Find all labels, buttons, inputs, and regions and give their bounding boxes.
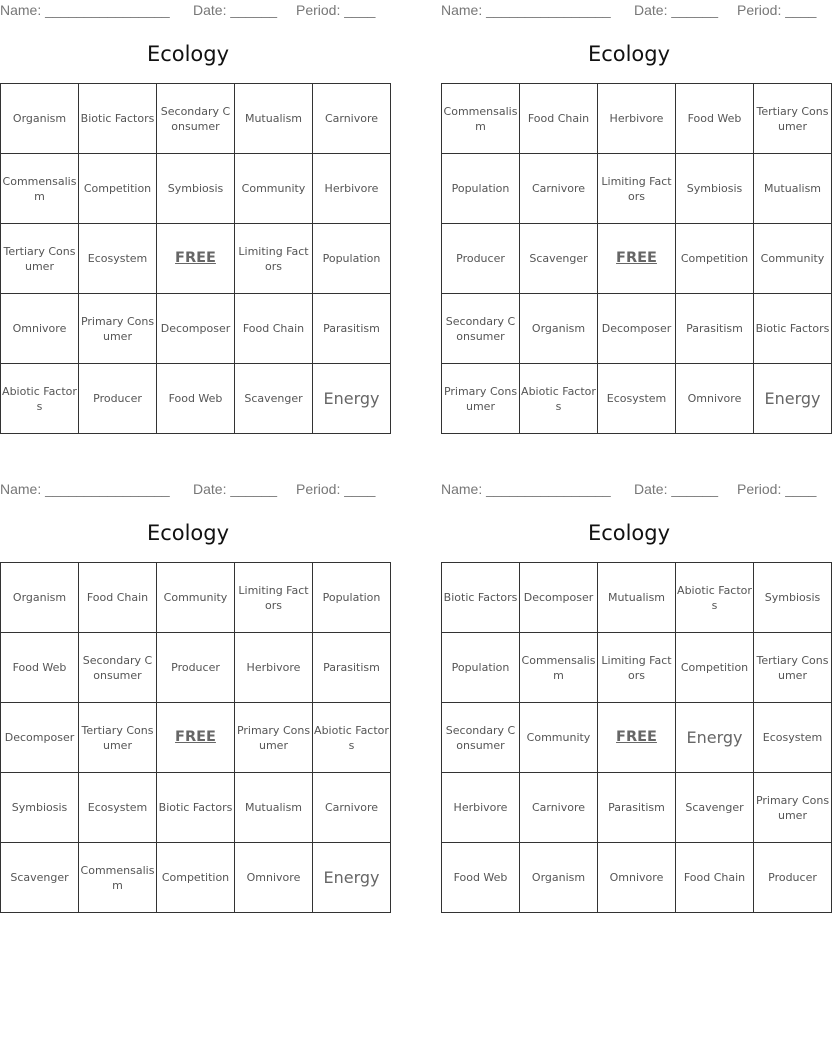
bingo-cell: Herbivore [442, 773, 520, 843]
grid-row [1, 563, 391, 633]
bingo-cell: Biotic Factors [157, 773, 235, 843]
card-title: Ecology [587, 521, 671, 545]
bingo-grid [0, 562, 391, 913]
grid-row [442, 294, 832, 364]
date-field-label: Date: ______ [634, 481, 719, 497]
bingo-cell: Decomposer [157, 294, 235, 364]
bingo-cell: Population [313, 224, 391, 294]
bingo-cell: Abiotic Factors [520, 364, 598, 434]
bingo-cell: Organism [1, 563, 79, 633]
bingo-cell: Competition [676, 633, 754, 703]
bingo-cell: Parasitism [313, 633, 391, 703]
date-field-label: Date: ______ [193, 481, 278, 497]
bingo-cell: Secondary Consumer [442, 703, 520, 773]
bingo-cell: Ecosystem [79, 773, 157, 843]
bingo-cell: Commensalism [79, 843, 157, 913]
grid-row [442, 224, 832, 294]
bingo-cell: Parasitism [598, 773, 676, 843]
bingo-cell: Scavenger [235, 364, 313, 434]
bingo-cell: Secondary Consumer [79, 633, 157, 703]
bingo-cell: Primary Consumer [754, 773, 832, 843]
bingo-cell: Tertiary Consumer [79, 703, 157, 773]
bingo-cell: Limiting Factors [598, 633, 676, 703]
bingo-cell: Food Chain [520, 84, 598, 154]
bingo-cell: Secondary Consumer [157, 84, 235, 154]
bingo-cell: Scavenger [676, 773, 754, 843]
bingo-cell: Biotic Factors [754, 294, 832, 364]
grid-row [1, 773, 391, 843]
bingo-cell: Population [313, 563, 391, 633]
bingo-cell: Omnivore [598, 843, 676, 913]
bingo-cell: Limiting Factors [235, 224, 313, 294]
bingo-cell: Biotic Factors [442, 563, 520, 633]
card-header [441, 2, 817, 20]
bingo-cell: Tertiary Consumer [754, 84, 832, 154]
bingo-cell: Carnivore [520, 154, 598, 224]
bingo-cell: Omnivore [1, 294, 79, 364]
grid-row [1, 294, 391, 364]
bingo-cell: Producer [157, 633, 235, 703]
bingo-cell: Mutualism [754, 154, 832, 224]
bingo-grid [441, 562, 832, 913]
bingo-cell: Community [520, 703, 598, 773]
bingo-card-1 [0, 0, 381, 440]
bingo-cell: Tertiary Consumer [754, 633, 832, 703]
bingo-cell: Producer [79, 364, 157, 434]
period-field-label: Period: ____ [296, 2, 376, 18]
grid-row [442, 703, 832, 773]
bingo-cell: Scavenger [520, 224, 598, 294]
bingo-cell: Competition [157, 843, 235, 913]
bingo-cell: Ecosystem [79, 224, 157, 294]
grid-row [442, 563, 832, 633]
bingo-cell: Primary Consumer [79, 294, 157, 364]
name-field-label: Name: ________________ [441, 2, 611, 18]
bingo-cell: Energy [313, 843, 391, 913]
card-header [0, 481, 376, 499]
bingo-cell: Food Chain [676, 843, 754, 913]
card-header [441, 481, 817, 499]
bingo-cell: Food Web [157, 364, 235, 434]
bingo-cell: Omnivore [676, 364, 754, 434]
bingo-cell: Population [442, 154, 520, 224]
bingo-cell: Competition [676, 224, 754, 294]
bingo-cell: Organism [520, 294, 598, 364]
bingo-cell: Herbivore [235, 633, 313, 703]
bingo-cell: Primary Consumer [442, 364, 520, 434]
bingo-cell: Mutualism [598, 563, 676, 633]
bingo-cell: Secondary Consumer [442, 294, 520, 364]
bingo-grid [0, 83, 391, 434]
bingo-cell: Abiotic Factors [313, 703, 391, 773]
free-space-cell: FREE [598, 703, 676, 773]
period-field-label: Period: ____ [737, 2, 817, 18]
bingo-cell: Food Chain [79, 563, 157, 633]
bingo-cell: Mutualism [235, 84, 313, 154]
bingo-cell: Parasitism [676, 294, 754, 364]
bingo-cell: Community [235, 154, 313, 224]
bingo-cell: Energy [313, 364, 391, 434]
bingo-cell: Biotic Factors [79, 84, 157, 154]
grid-row [442, 773, 832, 843]
grid-row [442, 154, 832, 224]
bingo-cell: Omnivore [235, 843, 313, 913]
bingo-cell: Symbiosis [676, 154, 754, 224]
bingo-cell: Energy [754, 364, 832, 434]
name-field-label: Name: ________________ [0, 481, 170, 497]
bingo-cell: Food Web [1, 633, 79, 703]
bingo-cell: Carnivore [313, 84, 391, 154]
free-space-cell: FREE [157, 703, 235, 773]
period-field-label: Period: ____ [296, 481, 376, 497]
bingo-cell: Competition [79, 154, 157, 224]
bingo-cell: Carnivore [520, 773, 598, 843]
bingo-cell: Decomposer [598, 294, 676, 364]
bingo-cell: Symbiosis [1, 773, 79, 843]
bingo-cell: Scavenger [1, 843, 79, 913]
bingo-cell: Producer [754, 843, 832, 913]
bingo-cell: Food Chain [235, 294, 313, 364]
free-space-cell: FREE [598, 224, 676, 294]
bingo-cell: Limiting Factors [235, 563, 313, 633]
grid-row [1, 154, 391, 224]
bingo-cell: Ecosystem [754, 703, 832, 773]
name-field-label: Name: ________________ [0, 2, 170, 18]
bingo-cell: Carnivore [313, 773, 391, 843]
grid-row [442, 84, 832, 154]
card-title: Ecology [146, 42, 230, 66]
bingo-cell: Parasitism [313, 294, 391, 364]
period-field-label: Period: ____ [737, 481, 817, 497]
bingo-cell: Energy [676, 703, 754, 773]
bingo-cell: Commensalism [520, 633, 598, 703]
free-space-cell: FREE [157, 224, 235, 294]
bingo-card-3 [0, 479, 389, 919]
grid-row [1, 224, 391, 294]
date-field-label: Date: ______ [193, 2, 278, 18]
bingo-grid [441, 83, 832, 434]
card-header [0, 2, 376, 20]
bingo-cell: Commensalism [442, 84, 520, 154]
bingo-cell: Community [754, 224, 832, 294]
bingo-cell: Abiotic Factors [676, 563, 754, 633]
bingo-cell: Herbivore [313, 154, 391, 224]
bingo-cell: Decomposer [520, 563, 598, 633]
bingo-cell: Herbivore [598, 84, 676, 154]
grid-row [1, 843, 391, 913]
bingo-cell: Primary Consumer [235, 703, 313, 773]
bingo-card-2 [441, 0, 830, 440]
grid-row [1, 703, 391, 773]
bingo-cell: Organism [520, 843, 598, 913]
date-field-label: Date: ______ [634, 2, 719, 18]
card-title: Ecology [587, 42, 671, 66]
bingo-cell: Organism [1, 84, 79, 154]
bingo-cell: Symbiosis [157, 154, 235, 224]
grid-row [442, 633, 832, 703]
bingo-cell: Symbiosis [754, 563, 832, 633]
bingo-cell: Food Web [676, 84, 754, 154]
bingo-cell: Population [442, 633, 520, 703]
bingo-cell: Ecosystem [598, 364, 676, 434]
grid-row [1, 84, 391, 154]
bingo-cell: Decomposer [1, 703, 79, 773]
grid-row [1, 364, 391, 434]
bingo-card-4 [441, 479, 830, 919]
bingo-cell: Limiting Factors [598, 154, 676, 224]
grid-row [442, 843, 832, 913]
card-title: Ecology [146, 521, 230, 545]
bingo-cell: Community [157, 563, 235, 633]
grid-row [1, 633, 391, 703]
bingo-cell: Abiotic Factors [1, 364, 79, 434]
bingo-cell: Commensalism [1, 154, 79, 224]
grid-row [442, 364, 832, 434]
bingo-cell: Producer [442, 224, 520, 294]
bingo-cell: Food Web [442, 843, 520, 913]
name-field-label: Name: ________________ [441, 481, 611, 497]
bingo-cell: Mutualism [235, 773, 313, 843]
bingo-cell: Tertiary Consumer [1, 224, 79, 294]
